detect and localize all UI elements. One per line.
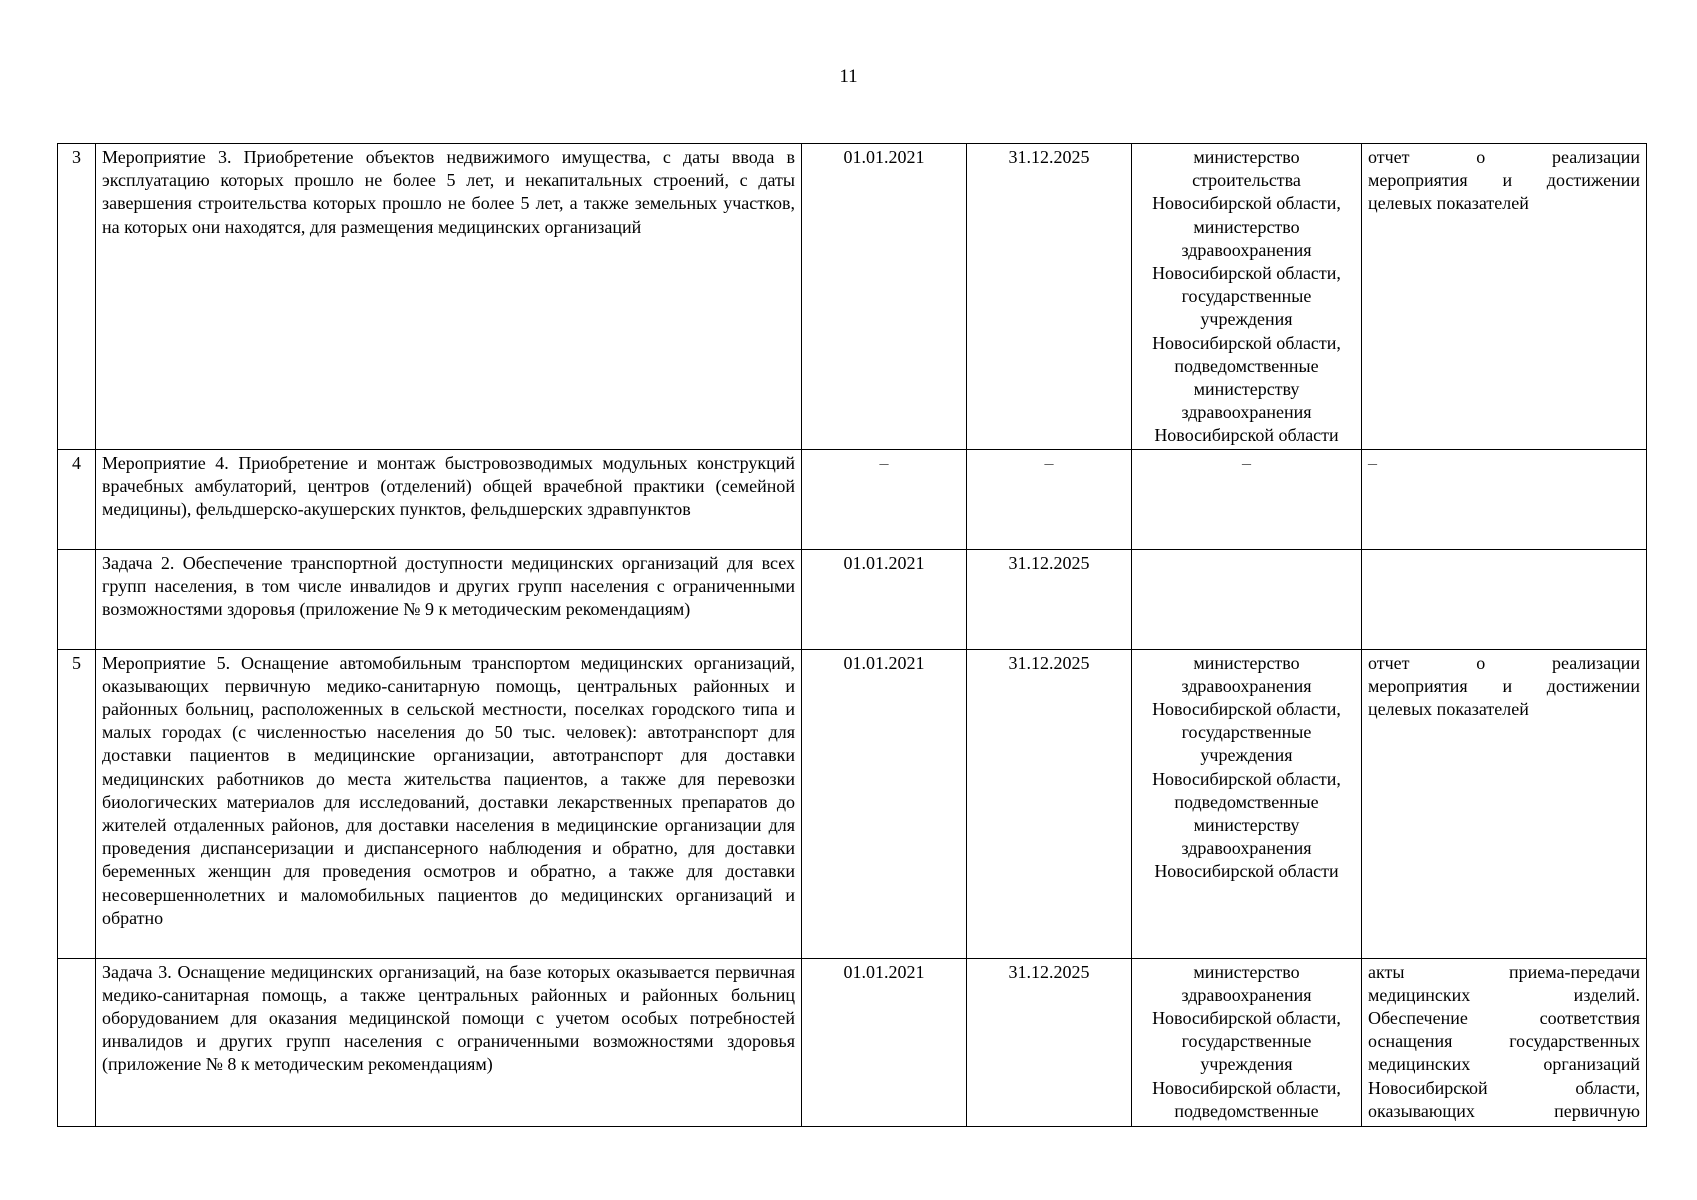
- expected-result: [1362, 144, 1647, 450]
- executor-line: Новосибирской области,: [1152, 768, 1341, 789]
- row-number: [58, 958, 96, 1126]
- expected-result: [1362, 549, 1647, 649]
- executor: –: [1132, 449, 1362, 549]
- result-line: Новосибирской области,: [1368, 1077, 1640, 1098]
- row-number: [58, 549, 96, 649]
- result-line: медицинских изделий.: [1368, 984, 1640, 1005]
- table-row: [58, 144, 1647, 450]
- executor-line: министерству: [1193, 815, 1300, 836]
- row-number: 5: [58, 649, 96, 958]
- start-date: 01.01.2021: [802, 649, 967, 958]
- expected-result: [1362, 958, 1647, 1126]
- end-date: –: [967, 449, 1132, 549]
- executor-line: министерство: [1193, 652, 1300, 673]
- activity-description: Мероприятие 4. Приобретение и монтаж быстровозводимых модульных конструкций врачебных амбулаторий, центров (отделений) общей врачебной практики (семейной медицины), фельдшерско-акушерских пунктов, фельдшерских здравпунктов: [96, 449, 802, 549]
- end-date: 31.12.2025: [967, 649, 1132, 958]
- executor-line: учреждения: [1200, 1054, 1293, 1075]
- result-line: оснащения государственных: [1368, 1031, 1640, 1052]
- end-date: 31.12.2025: [967, 958, 1132, 1126]
- executor-line: государственные: [1181, 722, 1312, 743]
- table-row: [58, 549, 1647, 649]
- expected-result: [1362, 649, 1647, 958]
- start-date: 01.01.2021: [802, 144, 967, 450]
- executor-line: Новосибирской области,: [1152, 193, 1341, 214]
- executor-line: здравоохранения: [1181, 675, 1312, 696]
- start-date: 01.01.2021: [802, 958, 967, 1126]
- executor-line: министерству: [1193, 379, 1300, 400]
- table-row: [58, 958, 1647, 1126]
- task-description: Задача 3. Оснащение медицинских организаций, на базе которых оказывается первичная медико-санитарная помощь, а также центральных районных и районных больниц оборудованием для оказания медицинской помощи с учетом особых потребностей инвалидов и других групп населения с ограниченными возможностями здоровья (приложение № 8 к методическим рекомендациям): [96, 958, 802, 1126]
- result-line: целевых показателей: [1368, 193, 1529, 214]
- executor: [1132, 958, 1362, 1126]
- executor-line: Новосибирской области,: [1152, 1077, 1341, 1098]
- end-date: 31.12.2025: [967, 549, 1132, 649]
- executor: [1132, 649, 1362, 958]
- row-number: 4: [58, 449, 96, 549]
- executor-line: Новосибирской области,: [1152, 1008, 1341, 1029]
- executor-line: Новосибирской области,: [1152, 699, 1341, 720]
- activity-description: Мероприятие 5. Оснащение автомобильным транспортом медицинских организаций, оказывающих первичную медико-санитарную помощь, центральных районных и районных больниц, расположенных в сельской местности, поселках городского типа и малых городах (с численностью населения до 50 тыс. человек): автотранспорт для доставки пациентов в медицинские организации, автотранспорт для доставки медицинских работников до места жительства пациентов, а также для перевозки биологических материалов для исследований, доставки лекарственных препаратов до жителей отдаленных районов, для доставки населения в медицинские организации для проведения диспансеризации и диспансерного наблюдения и обратно, для доставки беременных женщин для проведения осмотров и обратно, а также для доставки несовершеннолетних и маломобильных пациентов до медицинских организаций и обратно: [96, 649, 802, 958]
- executor-line: государственные: [1181, 286, 1312, 307]
- executor-line: здравоохранения: [1181, 838, 1312, 859]
- executor-line: подведомственные: [1174, 355, 1319, 376]
- executor-line: Новосибирской области: [1154, 425, 1339, 446]
- result-line: отчет о реализации: [1368, 652, 1640, 673]
- executor-line: Новосибирской области,: [1152, 332, 1341, 353]
- executor-line: министерство: [1193, 216, 1300, 237]
- row-number: 3: [58, 144, 96, 450]
- result-line: Обеспечение соответствия: [1368, 1008, 1640, 1029]
- result-line: оказывающих первичную: [1368, 1100, 1640, 1121]
- result-line: отчет о реализации: [1368, 147, 1640, 167]
- task-description: Задача 2. Обеспечение транспортной доступности медицинских организаций для всех групп населения, в том числе инвалидов и других групп населения с ограниченными возможностями здоровья (приложение № 9 к методическим рекомендациям): [96, 549, 802, 649]
- executor-line: здравоохранения: [1181, 402, 1312, 423]
- result-line: целевых показателей: [1368, 699, 1529, 720]
- table-row: [58, 449, 1647, 549]
- result-line: акты приема-передачи: [1368, 961, 1640, 982]
- executor-line: министерство: [1193, 147, 1300, 167]
- activities-table: [57, 143, 1647, 1127]
- result-line: мероприятия и достижении: [1368, 675, 1640, 696]
- executor-line: Новосибирской области: [1154, 861, 1339, 882]
- page-number: 11: [839, 66, 858, 87]
- expected-result: –: [1362, 449, 1647, 549]
- table-row: [58, 649, 1647, 958]
- executor-line: министерство: [1193, 961, 1300, 982]
- executor-line: учреждения: [1200, 309, 1293, 330]
- executor-line: учреждения: [1200, 745, 1293, 766]
- executor: [1132, 549, 1362, 649]
- executor-line: государственные: [1181, 1031, 1312, 1052]
- executor-line: здравоохранения: [1181, 239, 1312, 260]
- executor-line: подведомственные: [1174, 1100, 1319, 1121]
- executor-line: подведомственные: [1174, 791, 1319, 812]
- activity-description: Мероприятие 3. Приобретение объектов недвижимого имущества, с даты ввода в эксплуатацию которых прошло не более 5 лет, и некапитальных строений, с даты завершения строительства которых прошло не более 5 лет, а также земельных участков, на которых они находятся, для размещения медицинских организаций: [96, 144, 802, 450]
- executor: [1132, 144, 1362, 450]
- executor-line: строительства: [1192, 170, 1301, 191]
- result-line: медицинских организаций: [1368, 1054, 1640, 1075]
- start-date: –: [802, 449, 967, 549]
- executor-line: здравоохранения: [1181, 984, 1312, 1005]
- executor-line: Новосибирской области,: [1152, 263, 1341, 284]
- start-date: 01.01.2021: [802, 549, 967, 649]
- result-line: мероприятия и достижении: [1368, 170, 1640, 191]
- end-date: 31.12.2025: [967, 144, 1132, 450]
